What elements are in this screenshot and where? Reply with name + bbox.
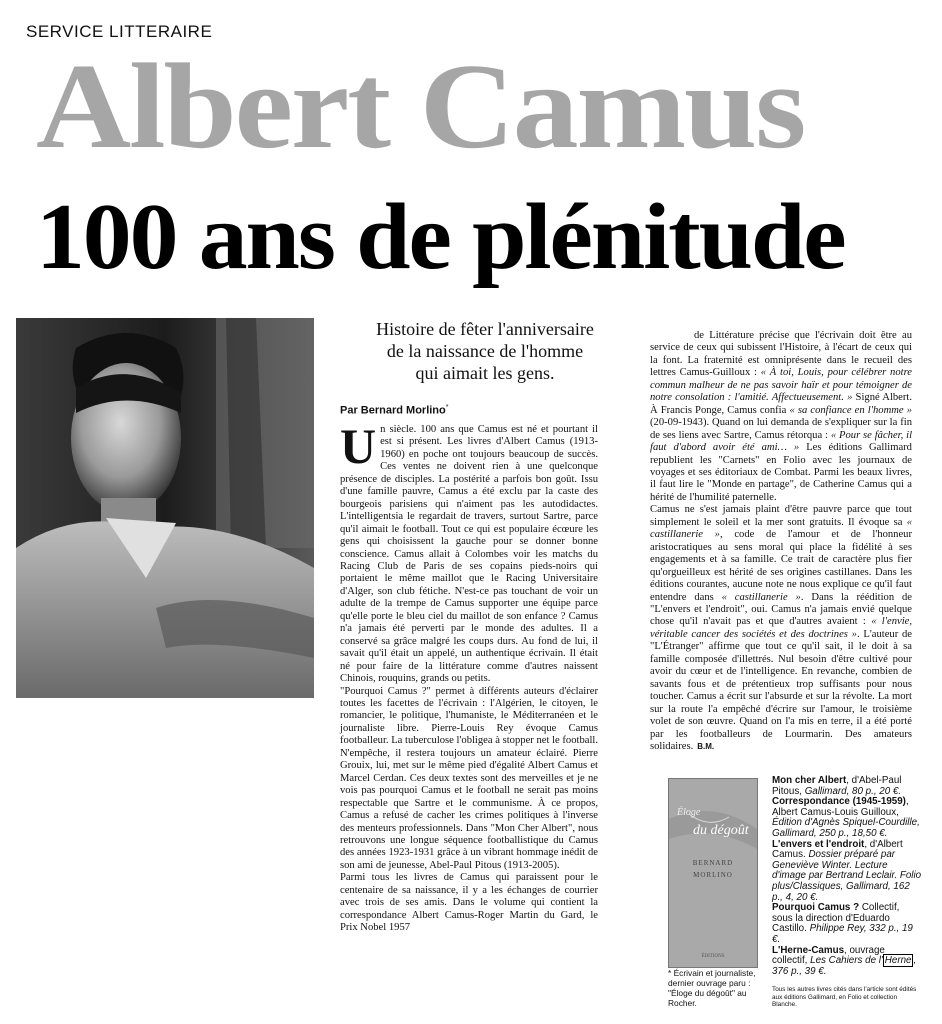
book-details: Les Cahiers de l' bbox=[810, 955, 883, 967]
text: Signé Albert. À Francis Ponge, Camus confia bbox=[650, 392, 913, 416]
book-details: Édition d'Agnès Spiquel-Courdille, Gallimard, 250 p., 18,50 €. bbox=[772, 817, 920, 839]
quote: « sa confiance en l'homme » bbox=[789, 404, 912, 416]
headline-name: Albert Camus bbox=[36, 39, 805, 174]
book-entry bbox=[772, 776, 922, 797]
article-paragraph bbox=[340, 418, 598, 686]
book-title: Mon cher Albert bbox=[772, 775, 847, 786]
book-title: L'Herne-Camus bbox=[772, 944, 845, 956]
text: Camus ne s'est jamais plaint d'être pauvre parce que tout simplement le soleil et la mer sont gratuits. Il évoque sa bbox=[650, 504, 912, 528]
book-details-boxed: Herne bbox=[884, 955, 912, 967]
book-entry bbox=[772, 840, 922, 904]
article-paragraph bbox=[650, 504, 912, 753]
cover-publisher: ÉDITIONS bbox=[701, 954, 725, 959]
byline bbox=[340, 404, 630, 417]
chapeau-line: de la naissance de l'homme bbox=[386, 341, 584, 361]
dropcap: U bbox=[340, 418, 377, 474]
article-column-2 bbox=[650, 330, 912, 753]
text: , code de l'amour et de l'honneur aristocratiques au sens moral qui place la fidélité à ses engagements et à sa famille. Ce trait de caractère plus fier qu'orgueilleux est hérité de ses origines castillanes. Dans les éditions courantes, aucune note ne nous explique ce qu'il faut entendre dans bbox=[650, 529, 912, 603]
book-info: , d'Abel-Paul Pitous, bbox=[772, 775, 902, 797]
book-list bbox=[772, 776, 922, 977]
article-paragraph: Parmi tous les livres de Camus qui paraissent pour le centenaire de sa naissance, il y a les échanges de courrier avec trois de ses amis. Dans le volume qui contient la correspondance Albert Camus-Roger Martin du Gard, le Prix Nobel 1957 bbox=[340, 872, 598, 934]
book-info: , Albert Camus-Louis Guilloux, bbox=[772, 796, 909, 818]
paragraph-text: n siècle. 100 ans que Camus est né et pourtant il est si présent. Les livres d'Albert Camus (1913-1960) en poche ont toujours beaucoup de succès. Ces ventes ne doivent rien à une quelconque présence de disciples. La postérité a parfois bon goût. Issu d'une famille pauvre, Camus a été exclu par la caste des bourgeois parisiens qui n'aiment pas les autodidactes. L'intelligentsia le regardait de travers, surtout Sartre, parce qu'il aimait le football. Tout ce qui est populaire écœure les gens qui choisissent la gauche pour se donner bonne conscience. Camus allait à Colombes voir les matchs du Racing Club de Paris de ses copains pieds-noirs qui portaient le même maillot que le Racing Universitaire d'Alger, son club fétiche. N'est-ce pas touchant de voir un adulte de la trempe de Camus supporter une équipe parce qu'elle porte le bleu ciel du maillot de son enfance ? Camus n'a jamais été perverti par le monde des adultes. Il a conservé sa grâce malgré les coups durs. Au fond de lui, il savait qu'il était un appelé, un authentique écrivain. Il était né pour faire de la littérature comme d'autres naissent Chinois, rouquins, grands ou petits. bbox=[340, 424, 598, 685]
book-entry bbox=[772, 946, 922, 978]
byline-mark: * bbox=[445, 404, 449, 411]
text: Les éditions Gallimard republient les "Carnets" en Folio avec les journaux de voyages et ses éditoriaux de Combat. Parmi les beaux livres, il faut lire le "Monde en partage", de Catherine Camus qui a hérité de l'humilité paternelle. bbox=[650, 442, 912, 503]
chapeau-line: qui aimait les gens. bbox=[415, 363, 555, 383]
book-title: Pourquoi Camus ? bbox=[772, 902, 860, 914]
cover-author: BERNARD bbox=[692, 859, 734, 867]
cover-title: Éloge bbox=[677, 807, 701, 818]
section-label: SERVICE LITTERAIRE bbox=[26, 22, 213, 41]
text: (20-09-1943). Quand on lui demanda de s'expliquer sur la fin de ses liens avec Sartre, Camus rétorqua : bbox=[650, 417, 912, 441]
footnote: Tous les autres livres cités dans l'article sont édités aux éditions Gallimard, en Folio et collection Blanche. bbox=[772, 986, 917, 1009]
byline-text: Par Bernard Morlino bbox=[340, 404, 446, 417]
book-info: Collectif, sous la direction d'Eduardo Castillo. bbox=[772, 902, 900, 935]
article-paragraph: "Pourquoi Camus ?" permet à différents auteurs d'éclairer toutes les facettes de l'écrivain : l'Algérien, le citoyen, le romancier, le politique, l'humaniste, le Méditerranéen et le journaliste libre. Pierre-Louis Rey évoque Camus footballeur. La tuberculose l'obligea à stopper net le football. N'empêche, il restera toujours un amateur éclairé. Pierre Grouix, lui, met sur le même pied d'égalité Albert Camus et Marcel Cerdan. Ces deux textes sont des merveilles et je ne vois pas pourquoi Camus et le football ne serait pas moins respectable que Sartre et le communisme. À ce propos, Camus a refusé de cacher les crimes politiques à l'inverse des menteurs professionnels. Dans "Mon Cher Albert", nous retrouvons une longue séquence footballistique du Camus des années 1923-1931 grâce à un vibrant hommage inédit de son ami de jeunesse, Abel-Paul Pitous (1913-2005). bbox=[340, 685, 598, 871]
quote: « À toi, Louis, pour célébrer notre commun malheur de ne pas savoir haïr et pour témoigner de notre consolation : l'amitié. Affectueusement. » bbox=[650, 367, 912, 404]
article-paragraph bbox=[650, 330, 912, 504]
cover-subtitle: du dégoût bbox=[693, 823, 749, 838]
text: de Littérature précise que l'écrivain doit être au service de ceux qui subissent l'Histoire, à l'écart de ceux qui la font. La fraternité est omniprésente dans le recueil des lettres Camus-Guilloux : bbox=[650, 330, 912, 379]
book-entry bbox=[772, 797, 922, 839]
chapeau bbox=[340, 318, 630, 384]
portrait-photo-icon bbox=[16, 318, 314, 698]
quote: « castillanerie » bbox=[650, 516, 912, 541]
text: . L'auteur de "L'Étranger" affirme que tout ce qu'il sait, il le doit à sa famille composée d'illettrés. Nul besoin d'être cultivé pour avoir du cœur et de l'intelligence. En revanche, combien de savants fous et de prétentieux trop suffisants pour nous toucher. Camus a écrit sur l'absurde et sur la révolte. La mort sur la route l'a empêché d'écrire sur l'amour, le troisième volet de son œuvre. Quand on l'a mis en terre, il a été porté par les footballeurs de Lourmarin. Des amateurs solidaires. bbox=[650, 628, 912, 752]
quote: « castillanerie » bbox=[721, 591, 801, 603]
author-signature: B.M. bbox=[697, 741, 715, 751]
author-caption: * Écrivain et journaliste, dernier ouvrage paru : "Éloge du dégoût" au Rocher. bbox=[668, 968, 756, 1008]
book-entry bbox=[772, 903, 922, 945]
book-details: Dossier préparé par Geneviève Winter. Lecture d'image par Bertrand Leclair. Folio plus/Classiques, Gallimard, 162 p., 4, 20 €. bbox=[772, 849, 922, 903]
headline-subtitle: 100 ans de plénitude bbox=[36, 185, 845, 289]
book-title: Correspondance (1945-1959) bbox=[772, 796, 906, 808]
quote: « l'envie, véritable cancer des sociétés et des doctrines » bbox=[650, 616, 912, 640]
chapeau-line: Histoire de fêter l'anniversaire bbox=[376, 319, 594, 339]
book-details: Gallimard, 80 p., 20 €. bbox=[804, 785, 902, 797]
cover-author: MORLINO bbox=[693, 871, 733, 879]
book-title: L'envers et l'endroit bbox=[772, 838, 865, 850]
book-cover bbox=[668, 778, 758, 968]
article-column-1 bbox=[340, 418, 598, 935]
quote: « Pour se fâcher, il faut d'abord avoir été ami… » bbox=[650, 429, 913, 454]
book-details: , 376 p., 39 €. bbox=[772, 955, 917, 977]
portrait-photo bbox=[16, 318, 314, 698]
text: . Dans la réédition de "L'envers et l'endroit", oui. Camus n'a jamais envié quelque chose qu'il n'avait pas et que d'autres avaient : bbox=[650, 591, 912, 628]
book-info: , d'Albert Camus. bbox=[772, 838, 903, 861]
book-details: Philippe Rey, 332 p., 19 €. bbox=[772, 923, 913, 945]
book-info: , ouvrage collectif, bbox=[772, 944, 885, 967]
